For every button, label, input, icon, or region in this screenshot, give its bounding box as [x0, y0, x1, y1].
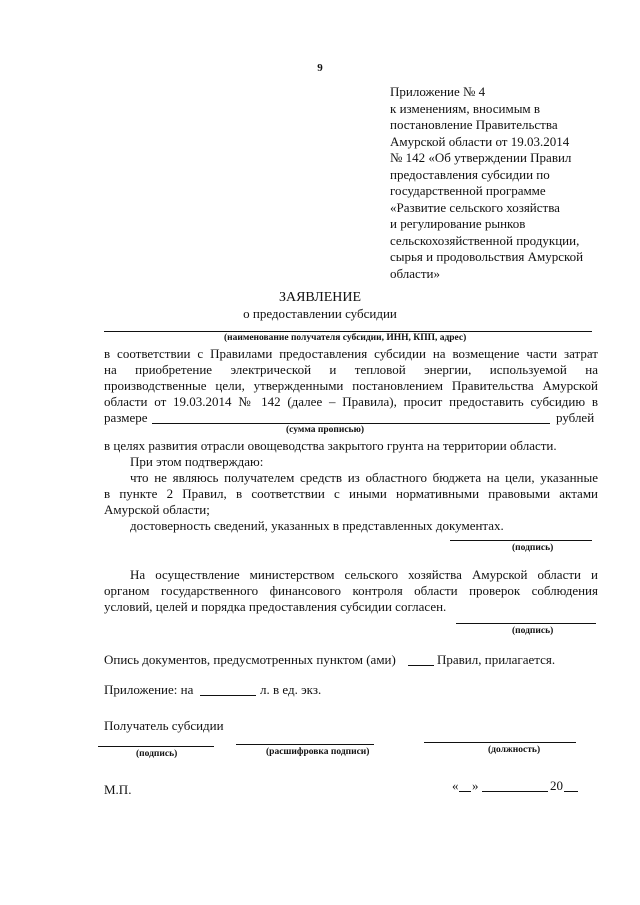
consent-line: органом государственного финансового контроля области проверок соблюдения [104, 583, 598, 598]
annex-line: Приложение № 4 [390, 84, 486, 99]
annex-line: и регулирование рынков [390, 216, 526, 231]
annex-line: «Развитие сельского хозяйства [390, 199, 560, 215]
recipient-field-line[interactable] [104, 331, 592, 332]
amount-prefix: размере [104, 410, 148, 425]
position-line[interactable] [424, 742, 576, 743]
signature-line[interactable] [98, 746, 214, 747]
body-line: в соответствии с Правилами предоставления субсидии на возмещение части затрат [104, 346, 598, 361]
annex-line: Амурской области от 19.03.2014 [390, 133, 570, 149]
inventory-field-line[interactable] [408, 665, 434, 666]
consent-line: условий, целей и порядка предоставления субсидии согласен. [104, 599, 447, 614]
body-line: области от 19.03.2014 № 142 (далее – Правила), просит предоставить субсидию в [104, 394, 598, 409]
annex-line: сырья и продовольствия Амурской [390, 249, 584, 264]
page-number: 9 [317, 62, 323, 74]
document-subtitle: о предоставлении субсидии [243, 306, 397, 321]
attachment-suffix: л. в ед. экз. [260, 682, 322, 697]
date-close-quote: » [472, 778, 479, 793]
body-line: на приобретение электрической и тепловой энергии, используемой на [104, 362, 598, 377]
annex-line: области» [390, 265, 440, 281]
stamp-label: М.П. [104, 782, 132, 797]
date-open-quote: « [452, 778, 459, 793]
annex-line: предоставления субсидии по [390, 166, 550, 182]
signature-line[interactable] [456, 623, 596, 624]
decryption-line[interactable] [236, 744, 374, 745]
confirm-item: в пункте 2 Правил, в соответствии с иными нормативными правовыми актами [104, 486, 598, 501]
document-title: ЗАЯВЛЕНИЕ [278, 290, 362, 305]
date-year-line[interactable] [564, 791, 578, 792]
amount-suffix: рублей [556, 410, 595, 425]
recipient-label: Получатель субсидии [104, 718, 224, 733]
purpose-line: в целях развития отрасли овощеводства закрытого грунта на территории области. [104, 438, 557, 453]
confirm-item: достоверность сведений, указанных в представленных документах. [130, 518, 504, 533]
signature-caption: (подпись) [512, 543, 554, 553]
position-caption: (должность) [488, 745, 541, 755]
body-line: производственные цели, утвержденными постановлением Правительства Амурской [104, 378, 598, 393]
confirm-item: Амурской области; [104, 502, 210, 517]
date-day-line[interactable] [459, 791, 471, 792]
confirm-heading: При этом подтверждаю: [130, 454, 264, 469]
annex-line: постановление Правительства [390, 117, 558, 132]
date-month-line[interactable] [482, 791, 548, 792]
amount-field-caption: (сумма прописью) [286, 425, 364, 435]
inventory-suffix: Правил, прилагается. [437, 652, 556, 667]
annex-block [390, 84, 610, 282]
attachment-field-line[interactable] [200, 695, 256, 696]
annex-line: к изменениям, вносимым в [390, 100, 541, 116]
consent-line: На осуществление министерством сельского хозяйства Амурской области и [130, 567, 598, 582]
signature-line[interactable] [450, 540, 592, 541]
date-year: 20 [550, 778, 563, 793]
annex-line: № 142 «Об утверждении Правил [390, 150, 572, 165]
confirm-item: что не являюсь получателем средств из областного бюджета на цели, указанные [130, 470, 598, 485]
amount-field-line[interactable] [152, 423, 550, 424]
inventory-prefix: Опись документов, предусмотренных пунктом (ами) [104, 652, 396, 667]
signature-caption: (подпись) [136, 749, 178, 759]
decryption-caption: (расшифровка подписи) [266, 747, 370, 757]
attachment-prefix: Приложение: на [104, 682, 194, 697]
signature-caption: (подпись) [512, 626, 554, 636]
annex-line: сельскохозяйственной продукции, [390, 232, 580, 248]
recipient-field-caption: (наименование получателя субсидии, ИНН, КПП, адрес) [224, 333, 467, 343]
annex-line: государственной программе [390, 183, 546, 198]
